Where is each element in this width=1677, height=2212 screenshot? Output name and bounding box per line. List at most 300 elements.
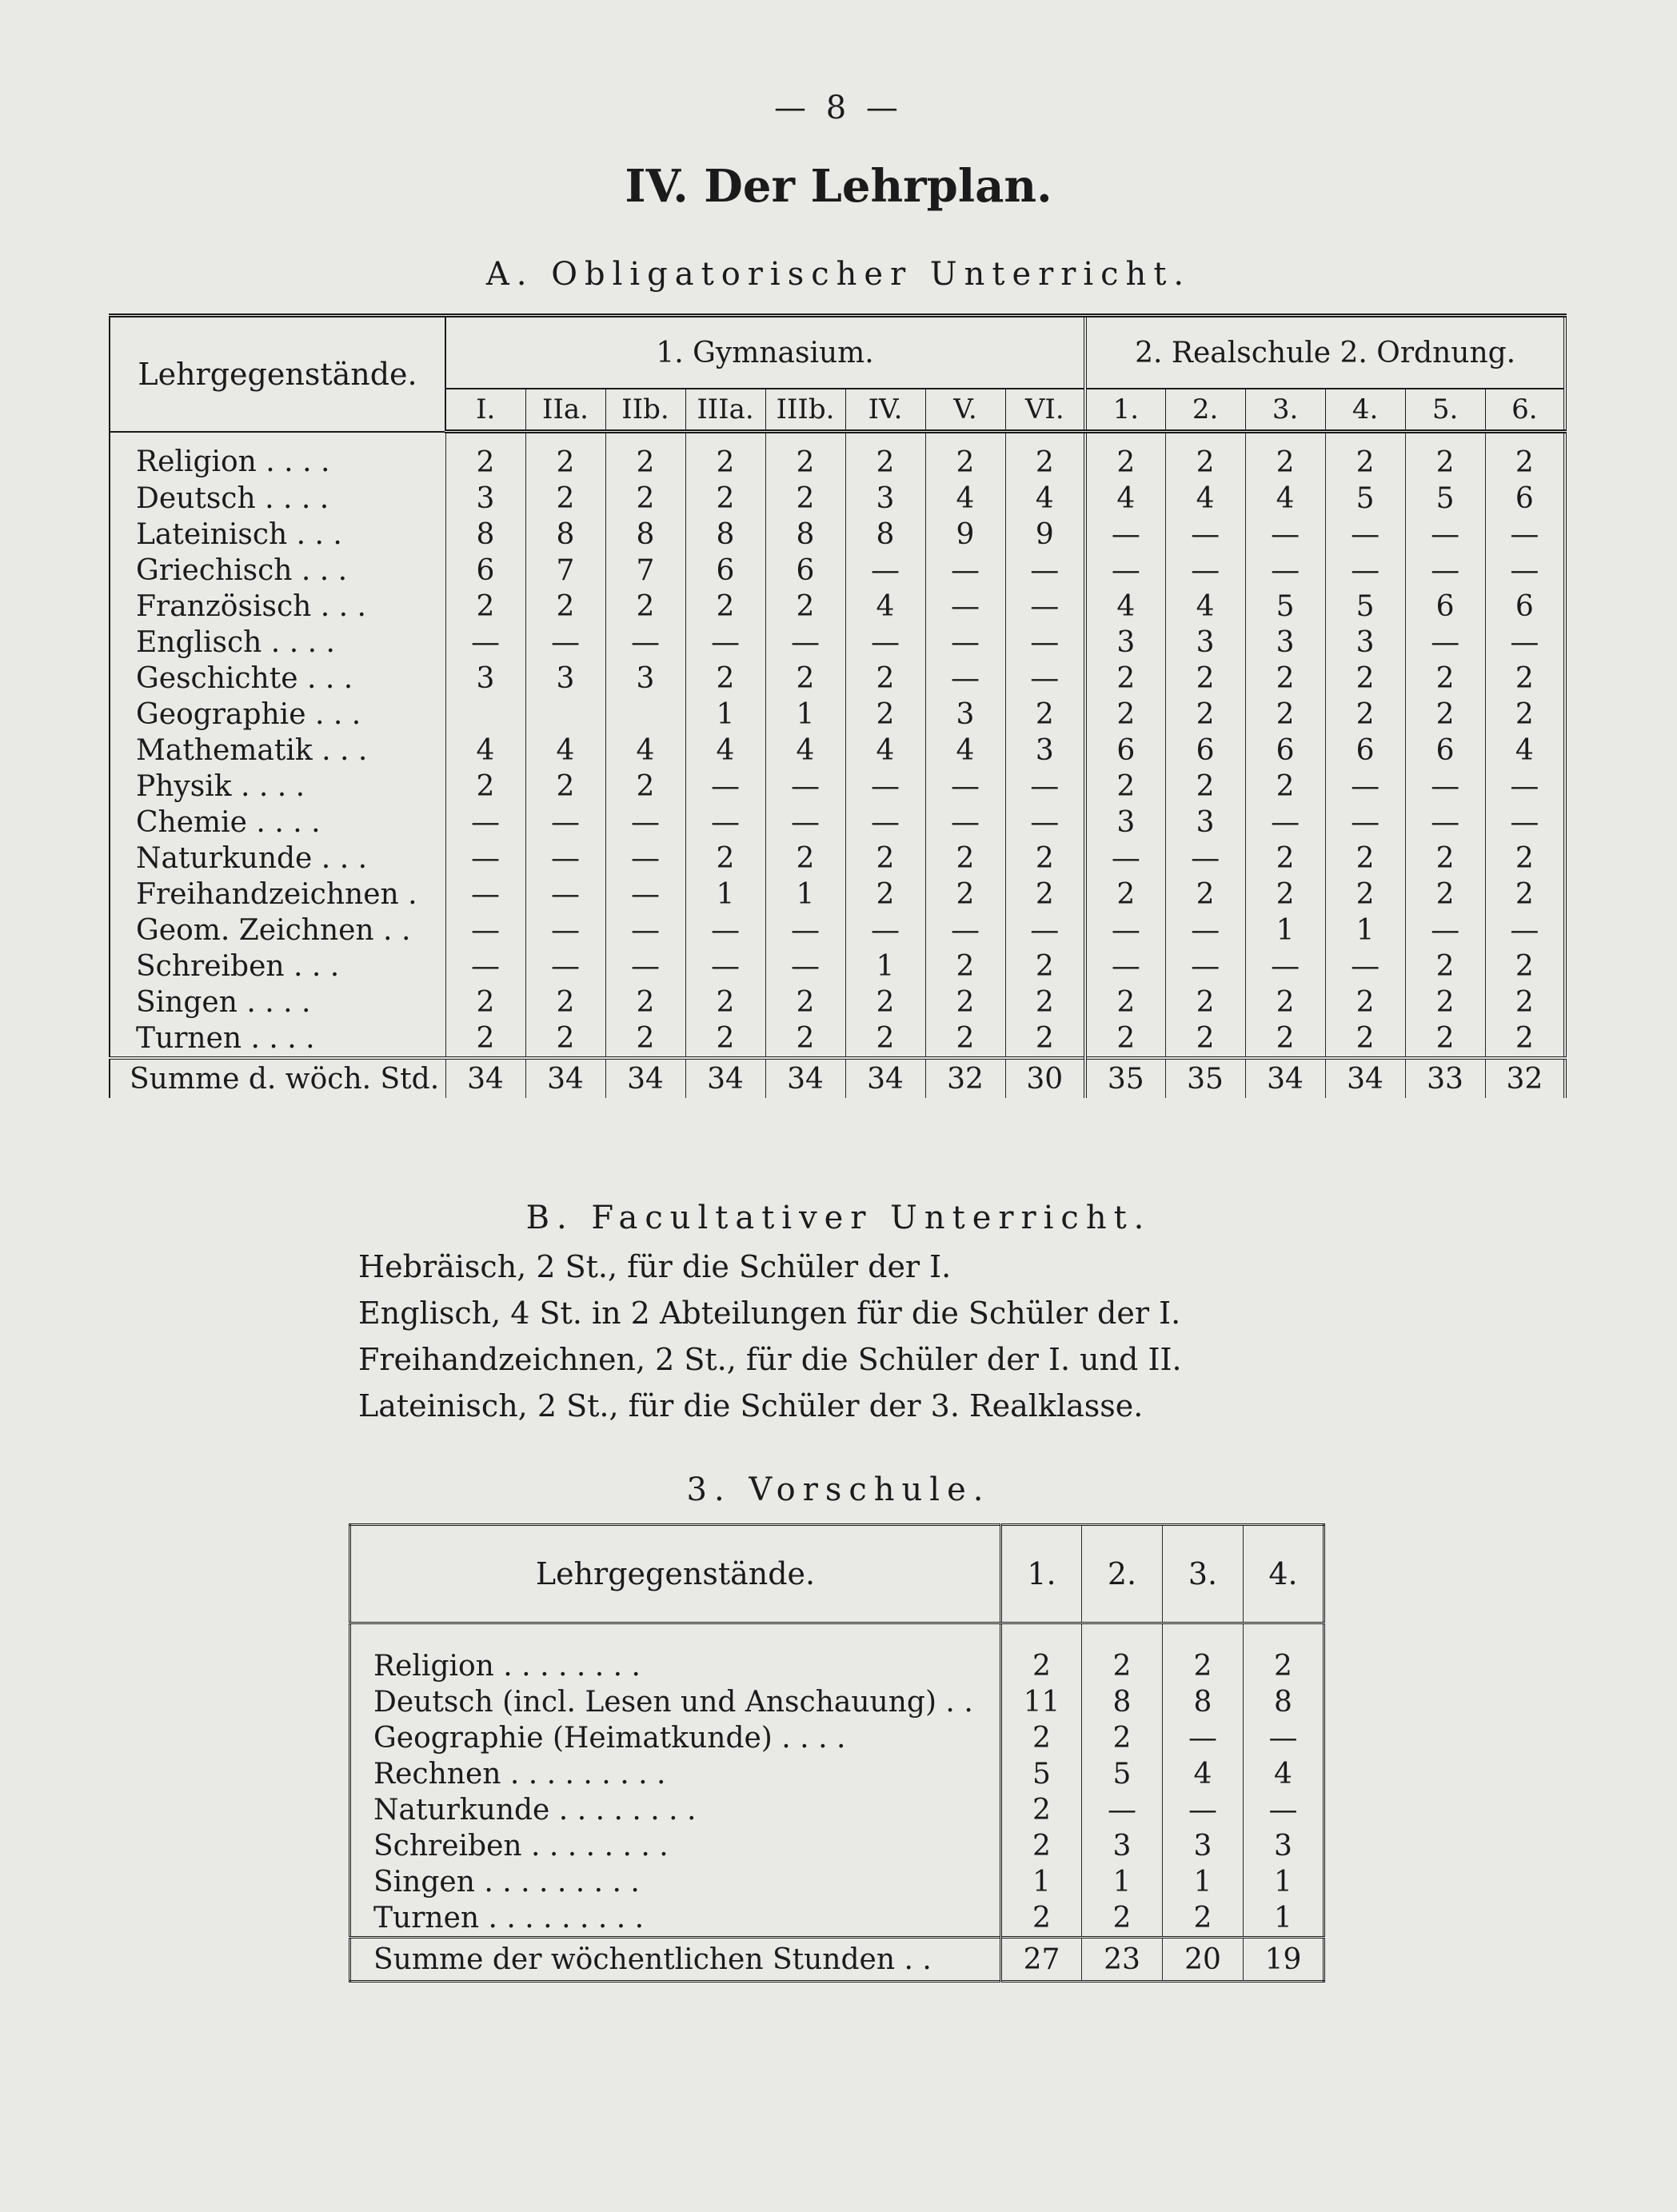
hours-cell: 2: [605, 481, 685, 517]
hours-cell: —: [1245, 948, 1325, 984]
table-row: [350, 1684, 1324, 1720]
hours-cell: —: [1485, 553, 1565, 589]
hours-cell: 4: [925, 733, 1005, 769]
hours-cell: 2: [1325, 697, 1405, 733]
hours-cell: 8: [1082, 1684, 1163, 1720]
subject-label: Naturkunde . . .: [136, 842, 368, 875]
class-header: IV.: [845, 389, 925, 432]
hours-cell: 3: [445, 661, 525, 697]
hours-cell: 2: [605, 432, 685, 481]
hours-cell: 2: [1165, 1020, 1245, 1058]
table-row: [350, 1792, 1324, 1828]
table-row: [110, 589, 1565, 625]
hours-cell: 8: [605, 517, 685, 553]
facultative-line: Englisch, 4 St. in 2 Abteilungen für die Schüler der I.: [358, 1296, 1181, 1331]
sum-cell: 23: [1082, 1938, 1163, 1982]
hours-cell: —: [1245, 805, 1325, 840]
hours-cell: 3: [1165, 805, 1245, 840]
hours-cell: 2: [445, 769, 525, 805]
hours-cell: 2: [445, 589, 525, 625]
hours-cell: [605, 697, 685, 733]
hours-cell: —: [1325, 517, 1405, 553]
hours-cell: 2: [1005, 876, 1085, 912]
hours-cell: 4: [1085, 589, 1165, 625]
hours-cell: 1: [765, 697, 845, 733]
hours-cell: —: [1245, 553, 1325, 589]
hours-cell: —: [1325, 553, 1405, 589]
realschule-header: 2. Realschule 2. Ordnung.: [1085, 316, 1565, 389]
hours-cell: 2: [1163, 1900, 1244, 1938]
hours-cell: —: [845, 805, 925, 840]
hours-cell: —: [1085, 912, 1165, 948]
hours-cell: 2: [525, 1020, 605, 1058]
hours-cell: —: [605, 805, 685, 840]
hours-cell: —: [1085, 517, 1165, 553]
hours-cell: 4: [1165, 589, 1245, 625]
hours-cell: 2: [1082, 1720, 1163, 1756]
hours-cell: 4: [525, 733, 605, 769]
hours-cell: 2: [1245, 1020, 1325, 1058]
subject-label: Physik . . . .: [136, 770, 305, 803]
hours-cell: 2: [685, 432, 765, 481]
hours-cell: —: [445, 876, 525, 912]
hours-cell: 2: [525, 589, 605, 625]
hours-cell: 2: [1485, 1020, 1565, 1058]
hours-cell: 3: [1165, 625, 1245, 661]
hours-cell: —: [765, 625, 845, 661]
hours-cell: 2: [685, 589, 765, 625]
subject-label: Lateinisch . . .: [136, 518, 342, 551]
class-header: 1.: [1001, 1525, 1082, 1623]
hours-cell: 2: [1325, 876, 1405, 912]
hours-cell: 2: [765, 589, 845, 625]
sum-cell: 35: [1085, 1058, 1165, 1098]
hours-cell: 6: [1165, 733, 1245, 769]
hours-cell: 2: [685, 984, 765, 1020]
subject-label: Geographie (Heimatkunde) . . . .: [373, 1722, 846, 1755]
hours-cell: —: [1405, 912, 1485, 948]
hours-cell: —: [1085, 840, 1165, 876]
sum-label: Summe d. wöch. Std.: [110, 1058, 445, 1098]
hours-cell: 2: [925, 432, 1005, 481]
section-c-title: 3. Vorschule.: [686, 1471, 991, 1508]
hours-cell: —: [1165, 517, 1245, 553]
hours-cell: 2: [1001, 1900, 1082, 1938]
hours-cell: 4: [1245, 481, 1325, 517]
hours-cell: —: [445, 840, 525, 876]
hours-cell: —: [1405, 553, 1485, 589]
hours-cell: 2: [845, 984, 925, 1020]
table-row: [110, 948, 1565, 984]
table-row: [110, 481, 1565, 517]
sum-cell: 34: [605, 1058, 685, 1098]
hours-cell: 8: [1244, 1684, 1324, 1720]
hours-cell: 2: [445, 432, 525, 481]
hours-cell: 4: [1485, 733, 1565, 769]
hours-cell: 2: [1082, 1900, 1163, 1938]
hours-cell: 6: [1325, 733, 1405, 769]
hours-cell: 2: [1085, 697, 1165, 733]
hours-cell: —: [1485, 517, 1565, 553]
hours-cell: 2: [845, 840, 925, 876]
hours-cell: 7: [605, 553, 685, 589]
hours-cell: —: [445, 948, 525, 984]
sum-cell: 27: [1001, 1938, 1082, 1982]
hours-cell: —: [525, 876, 605, 912]
table-row: [350, 1623, 1324, 1685]
class-header: 1.: [1085, 389, 1165, 432]
hours-cell: —: [1163, 1792, 1244, 1828]
hours-cell: 1: [765, 876, 845, 912]
class-header: IIb.: [605, 389, 685, 432]
hours-cell: 2: [1165, 769, 1245, 805]
table-row: [110, 769, 1565, 805]
hours-cell: —: [445, 625, 525, 661]
hours-cell: —: [1405, 625, 1485, 661]
hours-cell: 2: [685, 481, 765, 517]
subject-label: Rechnen . . . . . . . . .: [373, 1758, 666, 1791]
hours-cell: 8: [685, 517, 765, 553]
sum-cell: 32: [925, 1058, 1005, 1098]
sum-cell: 30: [1005, 1058, 1085, 1098]
subject-label: Schreiben . . . . . . . .: [373, 1830, 669, 1863]
hours-cell: 8: [1163, 1684, 1244, 1720]
hours-cell: 8: [525, 517, 605, 553]
hours-cell: 2: [765, 432, 845, 481]
hours-cell: 2: [1245, 876, 1325, 912]
hours-cell: 2: [1405, 432, 1485, 481]
hours-cell: —: [1165, 840, 1245, 876]
hours-cell: —: [445, 805, 525, 840]
hours-cell: —: [1165, 553, 1245, 589]
hours-cell: —: [605, 912, 685, 948]
hours-cell: 2: [525, 984, 605, 1020]
hours-cell: 2: [1325, 984, 1405, 1020]
subject-label: Religion . . . .: [136, 445, 330, 479]
hours-cell: —: [1485, 912, 1565, 948]
hours-cell: —: [1005, 589, 1085, 625]
facultative-line: Lateinisch, 2 St., für die Schüler der 3. Realklasse.: [358, 1388, 1144, 1423]
hours-cell: 2: [525, 769, 605, 805]
hours-cell: 3: [525, 661, 605, 697]
hours-cell: 2: [1085, 984, 1165, 1020]
hours-cell: 2: [1245, 840, 1325, 876]
section-a-title: A. Obligatorischer Unterricht.: [485, 256, 1192, 293]
hours-cell: 2: [1085, 661, 1165, 697]
hours-cell: 2: [1085, 432, 1165, 481]
hours-cell: 1: [1001, 1864, 1082, 1900]
table-row: [110, 876, 1565, 912]
sum-cell: 34: [765, 1058, 845, 1098]
hours-cell: 2: [765, 984, 845, 1020]
hours-cell: 6: [685, 553, 765, 589]
class-header: IIIb.: [765, 389, 845, 432]
hours-cell: 2: [1405, 840, 1485, 876]
hours-cell: 2: [1485, 697, 1565, 733]
hours-cell: —: [925, 589, 1005, 625]
hours-cell: 5: [1325, 589, 1405, 625]
hours-cell: —: [1245, 517, 1325, 553]
facultative-line: Hebräisch, 2 St., für die Schüler der I.: [358, 1249, 952, 1284]
table-row: [350, 1756, 1324, 1792]
hours-cell: 2: [1001, 1792, 1082, 1828]
hours-cell: 2: [845, 876, 925, 912]
sum-cell: 20: [1163, 1938, 1244, 1982]
hours-cell: 3: [605, 661, 685, 697]
hours-cell: 4: [1163, 1756, 1244, 1792]
hours-cell: 2: [925, 876, 1005, 912]
subject-label: Französisch . . .: [136, 590, 366, 623]
hours-cell: 2: [1485, 948, 1565, 984]
hours-cell: 2: [1005, 984, 1085, 1020]
sum-cell: 34: [845, 1058, 925, 1098]
hours-cell: 9: [925, 517, 1005, 553]
table-row: [110, 1020, 1565, 1058]
table-row: [350, 1828, 1324, 1864]
hours-cell: —: [765, 769, 845, 805]
subject-label: Turnen . . . . . . . . .: [373, 1902, 645, 1935]
hours-cell: —: [1005, 769, 1085, 805]
hours-cell: 1: [1082, 1864, 1163, 1900]
hours-cell: 3: [1245, 625, 1325, 661]
hours-cell: 2: [1405, 948, 1485, 984]
hours-cell: —: [925, 912, 1005, 948]
hours-cell: 2: [685, 661, 765, 697]
subject-label: Naturkunde . . . . . . . .: [373, 1794, 697, 1827]
hours-cell: —: [1244, 1720, 1324, 1756]
hours-cell: 2: [845, 432, 925, 481]
hours-cell: 2: [685, 1020, 765, 1058]
hours-cell: 2: [1085, 769, 1165, 805]
table-row: [350, 1720, 1324, 1756]
table-row: [110, 625, 1565, 661]
hours-cell: —: [1165, 948, 1245, 984]
hours-cell: 6: [765, 553, 845, 589]
hours-cell: 2: [1165, 697, 1245, 733]
vorschule-subjects-header: Lehrgegenstände.: [350, 1525, 1001, 1623]
hours-cell: —: [765, 912, 845, 948]
hours-cell: 2: [605, 1020, 685, 1058]
subject-label: Deutsch (incl. Lesen und Anschauung) . .: [373, 1686, 973, 1719]
hours-cell: 2: [605, 984, 685, 1020]
hours-cell: —: [925, 553, 1005, 589]
table-row: [110, 661, 1565, 697]
hours-cell: —: [685, 805, 765, 840]
hours-cell: —: [1325, 805, 1405, 840]
hours-cell: 3: [1085, 805, 1165, 840]
subject-label: Chemie . . . .: [136, 806, 321, 839]
hours-cell: —: [1163, 1720, 1244, 1756]
hours-cell: 2: [1244, 1623, 1324, 1685]
hours-cell: 2: [1165, 432, 1245, 481]
subject-label: Singen . . . . . . . . .: [373, 1866, 640, 1899]
class-header: 3.: [1245, 389, 1325, 432]
hours-cell: 2: [1245, 432, 1325, 481]
subject-label: Religion . . . . . . . .: [373, 1650, 641, 1683]
hours-cell: —: [685, 625, 765, 661]
hours-cell: 2: [1001, 1828, 1082, 1864]
hours-cell: 11: [1001, 1684, 1082, 1720]
hours-cell: 2: [1485, 876, 1565, 912]
table-row: [110, 697, 1565, 733]
hours-cell: —: [1005, 805, 1085, 840]
hours-cell: 8: [445, 517, 525, 553]
hours-cell: 2: [1245, 661, 1325, 697]
class-header: IIa.: [525, 389, 605, 432]
facultative-line: Freihandzeichnen, 2 St., für die Schüler der I. und II.: [358, 1342, 1182, 1377]
hours-cell: 2: [1245, 769, 1325, 805]
hours-cell: 2: [1405, 1020, 1485, 1058]
hours-cell: 1: [685, 697, 765, 733]
hours-cell: 1: [1244, 1864, 1324, 1900]
class-header: IIIa.: [685, 389, 765, 432]
hours-cell: 4: [685, 733, 765, 769]
hours-cell: 6: [1405, 589, 1485, 625]
hours-cell: 2: [685, 840, 765, 876]
obligatory-table: [109, 313, 1567, 1098]
hours-cell: —: [1485, 805, 1565, 840]
hours-cell: 2: [1325, 840, 1405, 876]
hours-cell: 2: [1163, 1623, 1244, 1685]
hours-cell: 2: [1245, 697, 1325, 733]
class-header: 6.: [1485, 389, 1565, 432]
hours-cell: 6: [1485, 481, 1565, 517]
hours-cell: [525, 697, 605, 733]
hours-cell: 2: [1325, 432, 1405, 481]
hours-cell: —: [1244, 1792, 1324, 1828]
hours-cell: 5: [1405, 481, 1485, 517]
hours-cell: —: [1085, 553, 1165, 589]
hours-cell: 2: [765, 1020, 845, 1058]
hours-cell: 2: [765, 481, 845, 517]
hours-cell: 2: [525, 432, 605, 481]
class-header: I.: [445, 389, 525, 432]
hours-cell: 1: [845, 948, 925, 984]
hours-cell: 5: [1001, 1756, 1082, 1792]
sum-row: [110, 1058, 1565, 1098]
hours-cell: 1: [1325, 912, 1405, 948]
subject-label: Schreiben . . .: [136, 950, 340, 983]
hours-cell: —: [1405, 517, 1485, 553]
hours-cell: 2: [1325, 661, 1405, 697]
class-header: 5.: [1405, 389, 1485, 432]
hours-cell: 2: [1485, 984, 1565, 1020]
hours-cell: 1: [1245, 912, 1325, 948]
table-row: [110, 733, 1565, 769]
hours-cell: 8: [765, 517, 845, 553]
hours-cell: —: [445, 912, 525, 948]
table-row: [110, 912, 1565, 948]
table-row: [110, 517, 1565, 553]
hours-cell: 2: [1405, 661, 1485, 697]
hours-cell: 2: [845, 661, 925, 697]
hours-cell: —: [765, 948, 845, 984]
hours-cell: 4: [1085, 481, 1165, 517]
hours-cell: —: [1085, 948, 1165, 984]
subject-label: Singen . . . .: [136, 986, 311, 1019]
hours-cell: 3: [445, 481, 525, 517]
hours-cell: —: [525, 912, 605, 948]
hours-cell: 2: [1485, 840, 1565, 876]
hours-cell: 7: [525, 553, 605, 589]
hours-cell: 6: [1485, 589, 1565, 625]
hours-cell: 3: [1244, 1828, 1324, 1864]
hours-cell: 2: [1165, 984, 1245, 1020]
hours-cell: [445, 697, 525, 733]
hours-cell: —: [685, 912, 765, 948]
table-row: [110, 553, 1565, 589]
subject-label: Mathematik . . .: [136, 734, 368, 767]
hours-cell: 4: [445, 733, 525, 769]
hours-cell: 2: [1085, 876, 1165, 912]
sum-cell: 32: [1485, 1058, 1565, 1098]
section-b-title: B. Facultativer Unterricht.: [525, 1200, 1152, 1236]
hours-cell: 5: [1245, 589, 1325, 625]
hours-cell: 5: [1325, 481, 1405, 517]
hours-cell: 3: [1163, 1828, 1244, 1864]
hours-cell: —: [845, 553, 925, 589]
hours-cell: 2: [1085, 1020, 1165, 1058]
class-header: 3.: [1163, 1525, 1244, 1623]
class-header: V.: [925, 389, 1005, 432]
hours-cell: 2: [445, 1020, 525, 1058]
sum-cell: 34: [685, 1058, 765, 1098]
hours-cell: 2: [925, 1020, 1005, 1058]
hours-cell: 2: [845, 697, 925, 733]
sum-cell: 34: [445, 1058, 525, 1098]
subject-label: Deutsch . . . .: [136, 482, 329, 515]
hours-cell: 2: [765, 661, 845, 697]
hours-cell: —: [1165, 912, 1245, 948]
hours-cell: —: [925, 805, 1005, 840]
hours-cell: 2: [925, 984, 1005, 1020]
hours-cell: 2: [1485, 432, 1565, 481]
hours-cell: 3: [845, 481, 925, 517]
vorschule-table: [349, 1523, 1325, 1982]
hours-cell: 9: [1005, 517, 1085, 553]
hours-cell: 2: [605, 769, 685, 805]
hours-cell: 3: [925, 697, 1005, 733]
hours-cell: 4: [845, 589, 925, 625]
sum-cell: 34: [1245, 1058, 1325, 1098]
subject-label: Geschichte . . .: [136, 662, 353, 695]
hours-cell: 2: [1405, 984, 1485, 1020]
class-header: VI.: [1005, 389, 1085, 432]
hours-cell: 2: [845, 1020, 925, 1058]
hours-cell: 2: [1082, 1623, 1163, 1685]
hours-cell: 2: [1485, 661, 1565, 697]
hours-cell: 4: [845, 733, 925, 769]
subjects-header: Lehrgegenstände.: [110, 316, 445, 432]
hours-cell: 2: [525, 481, 605, 517]
sum-row: [350, 1938, 1324, 1982]
hours-cell: 2: [1001, 1720, 1082, 1756]
hours-cell: 2: [1245, 984, 1325, 1020]
table-row: [110, 840, 1565, 876]
hours-cell: —: [1005, 625, 1085, 661]
sum-cell: 35: [1165, 1058, 1245, 1098]
hours-cell: —: [685, 769, 765, 805]
sum-cell: 19: [1244, 1938, 1324, 1982]
class-header: 4.: [1244, 1525, 1324, 1623]
hours-cell: 2: [1005, 697, 1085, 733]
hours-cell: 5: [1082, 1756, 1163, 1792]
hours-cell: 4: [1005, 481, 1085, 517]
class-header: 2.: [1082, 1525, 1163, 1623]
table-row: [350, 1900, 1324, 1938]
hours-cell: 2: [1165, 661, 1245, 697]
hours-cell: 3: [1005, 733, 1085, 769]
